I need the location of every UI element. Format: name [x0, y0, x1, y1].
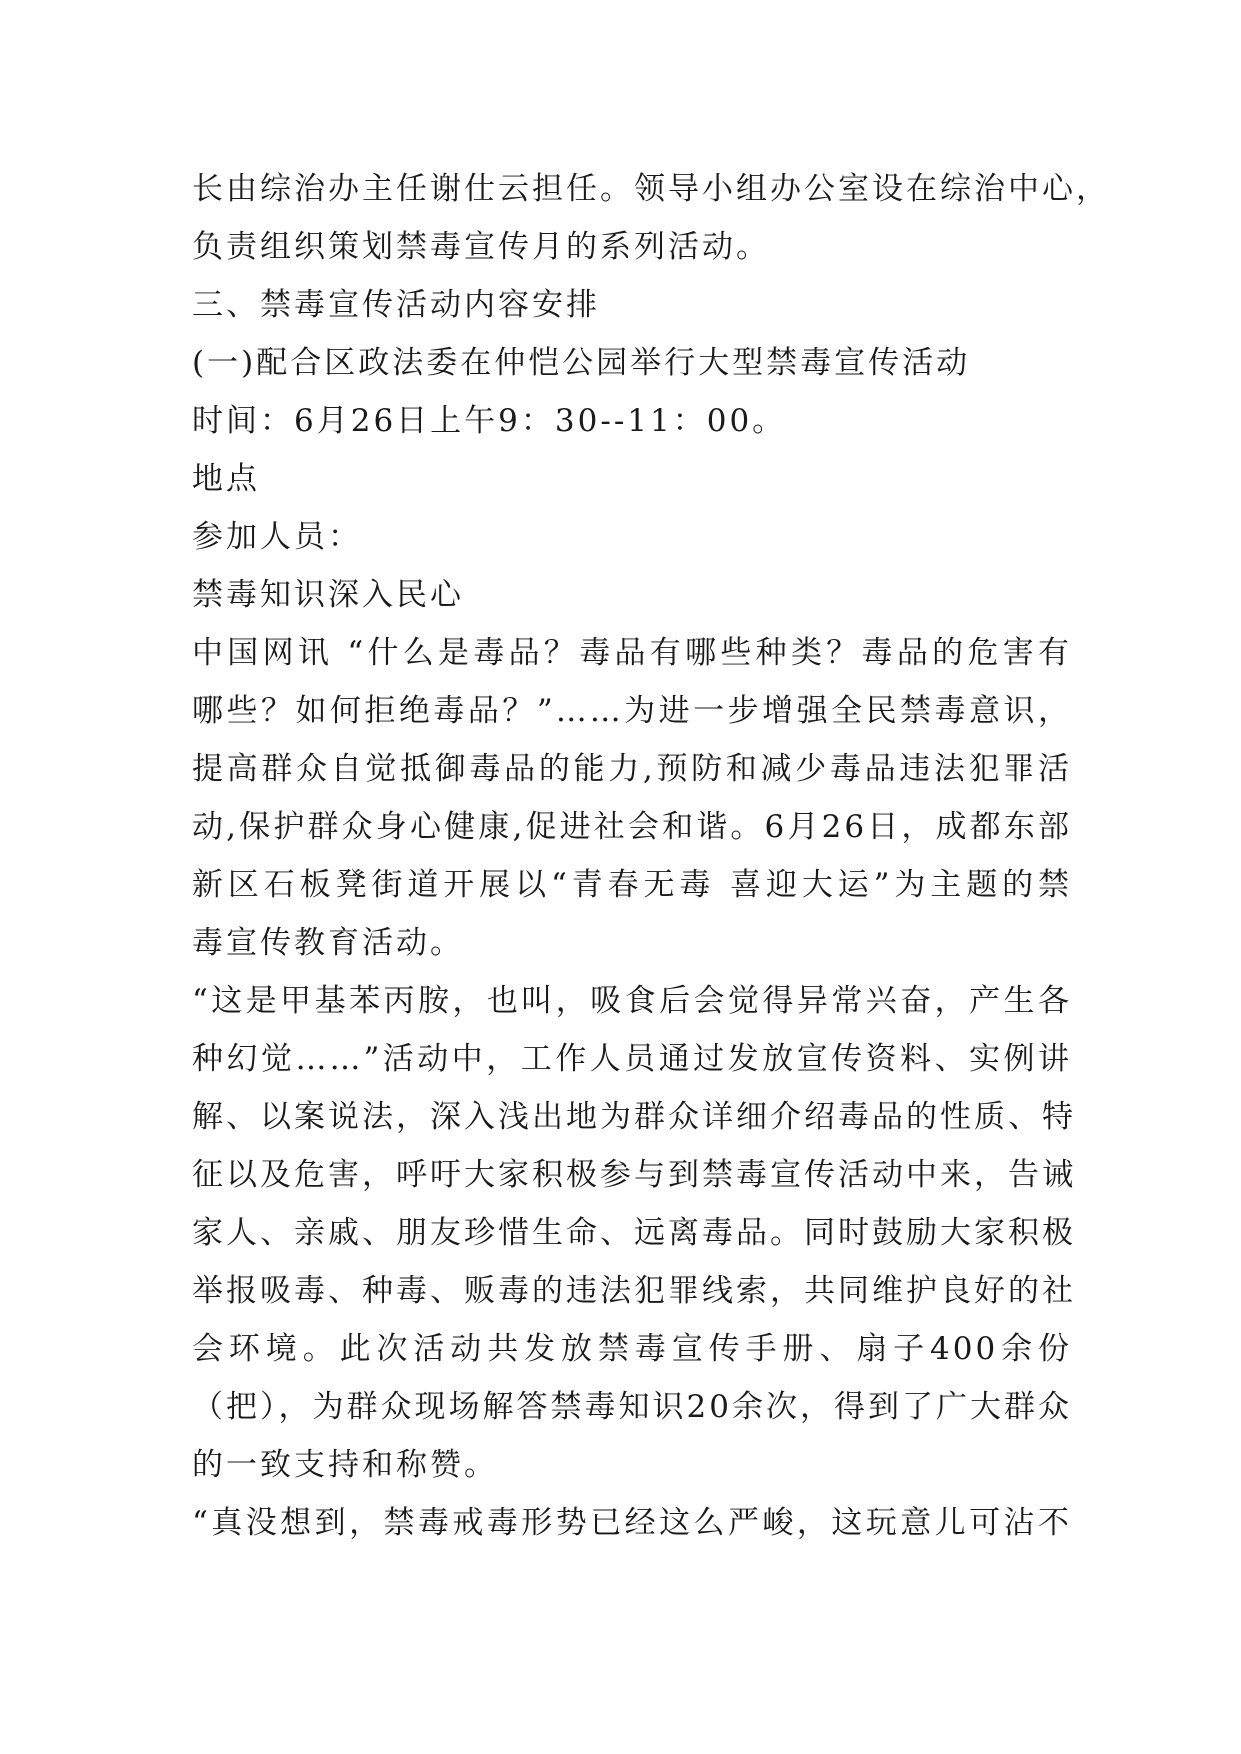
section-heading: 三、禁毒宣传活动内容安排 — [192, 287, 600, 323]
time-line: 时间：6月26日上午9：30--11：00。 — [192, 403, 787, 439]
text-line: （把），为群众现场解答禁毒知识20余次，得到了广大群众 — [192, 1389, 1072, 1425]
text-line: 哪些？如何拒绝毒品？”……为进一步增强全民禁毒意识， — [192, 693, 1072, 729]
text-line: 种幻觉……”活动中，工作人员通过发放宣传资料、实例讲 — [192, 1041, 1072, 1077]
location-line: 地点 — [192, 461, 260, 497]
text-line: 举报吸毒、种毒、贩毒的违法犯罪线索，共同维护良好的社 — [192, 1273, 1076, 1309]
text-line: 动,保护群众身心健康,促进社会和谐。6月26日，成都东部 — [192, 809, 1072, 845]
text-line: 中国网讯 “什么是毒品？毒品有哪些种类？毒品的危害有 — [192, 635, 1072, 671]
article-title: 禁毒知识深入民心 — [192, 577, 464, 613]
text-line: 征以及危害，呼吁大家积极参与到禁毒宣传活动中来，告诫 — [192, 1157, 1076, 1193]
text-line: 的一致支持和称赞。 — [192, 1447, 498, 1483]
text-line: 新区石板凳街道开展以“青春无毒 喜迎大运”为主题的禁 — [192, 867, 1072, 903]
text-line: 会环境。此次活动共发放禁毒宣传手册、扇子400余份 — [192, 1331, 1072, 1367]
text-line: 长由综治办主任谢仕云担任。领导小组办公室设在综治中心， — [192, 171, 1110, 207]
text-line: 提高群众自觉抵御毒品的能力,预防和减少毒品违法犯罪活 — [192, 751, 1072, 787]
text-line: 毒宣传教育活动。 — [192, 925, 464, 961]
text-line: 解、以案说法，深入浅出地为群众详细介绍毒品的性质、特 — [192, 1099, 1076, 1135]
document-body — [192, 160, 1110, 1552]
text-line: “这是甲基苯丙胺，也叫，吸食后会觉得异常兴奋，产生各 — [192, 983, 1072, 1019]
text-line: 负责组织策划禁毒宣传月的系列活动。 — [192, 229, 770, 265]
text-line: 家人、亲戚、朋友珍惜生命、远离毒品。同时鼓励大家积极 — [192, 1215, 1076, 1251]
subsection-heading: (一)配合区政法委在仲恺公园举行大型禁毒宣传活动 — [192, 345, 971, 381]
participants-line: 参加人员： — [192, 519, 362, 555]
text-line: “真没想到，禁毒戒毒形势已经这么严峻，这玩意儿可沾不 — [192, 1505, 1072, 1541]
